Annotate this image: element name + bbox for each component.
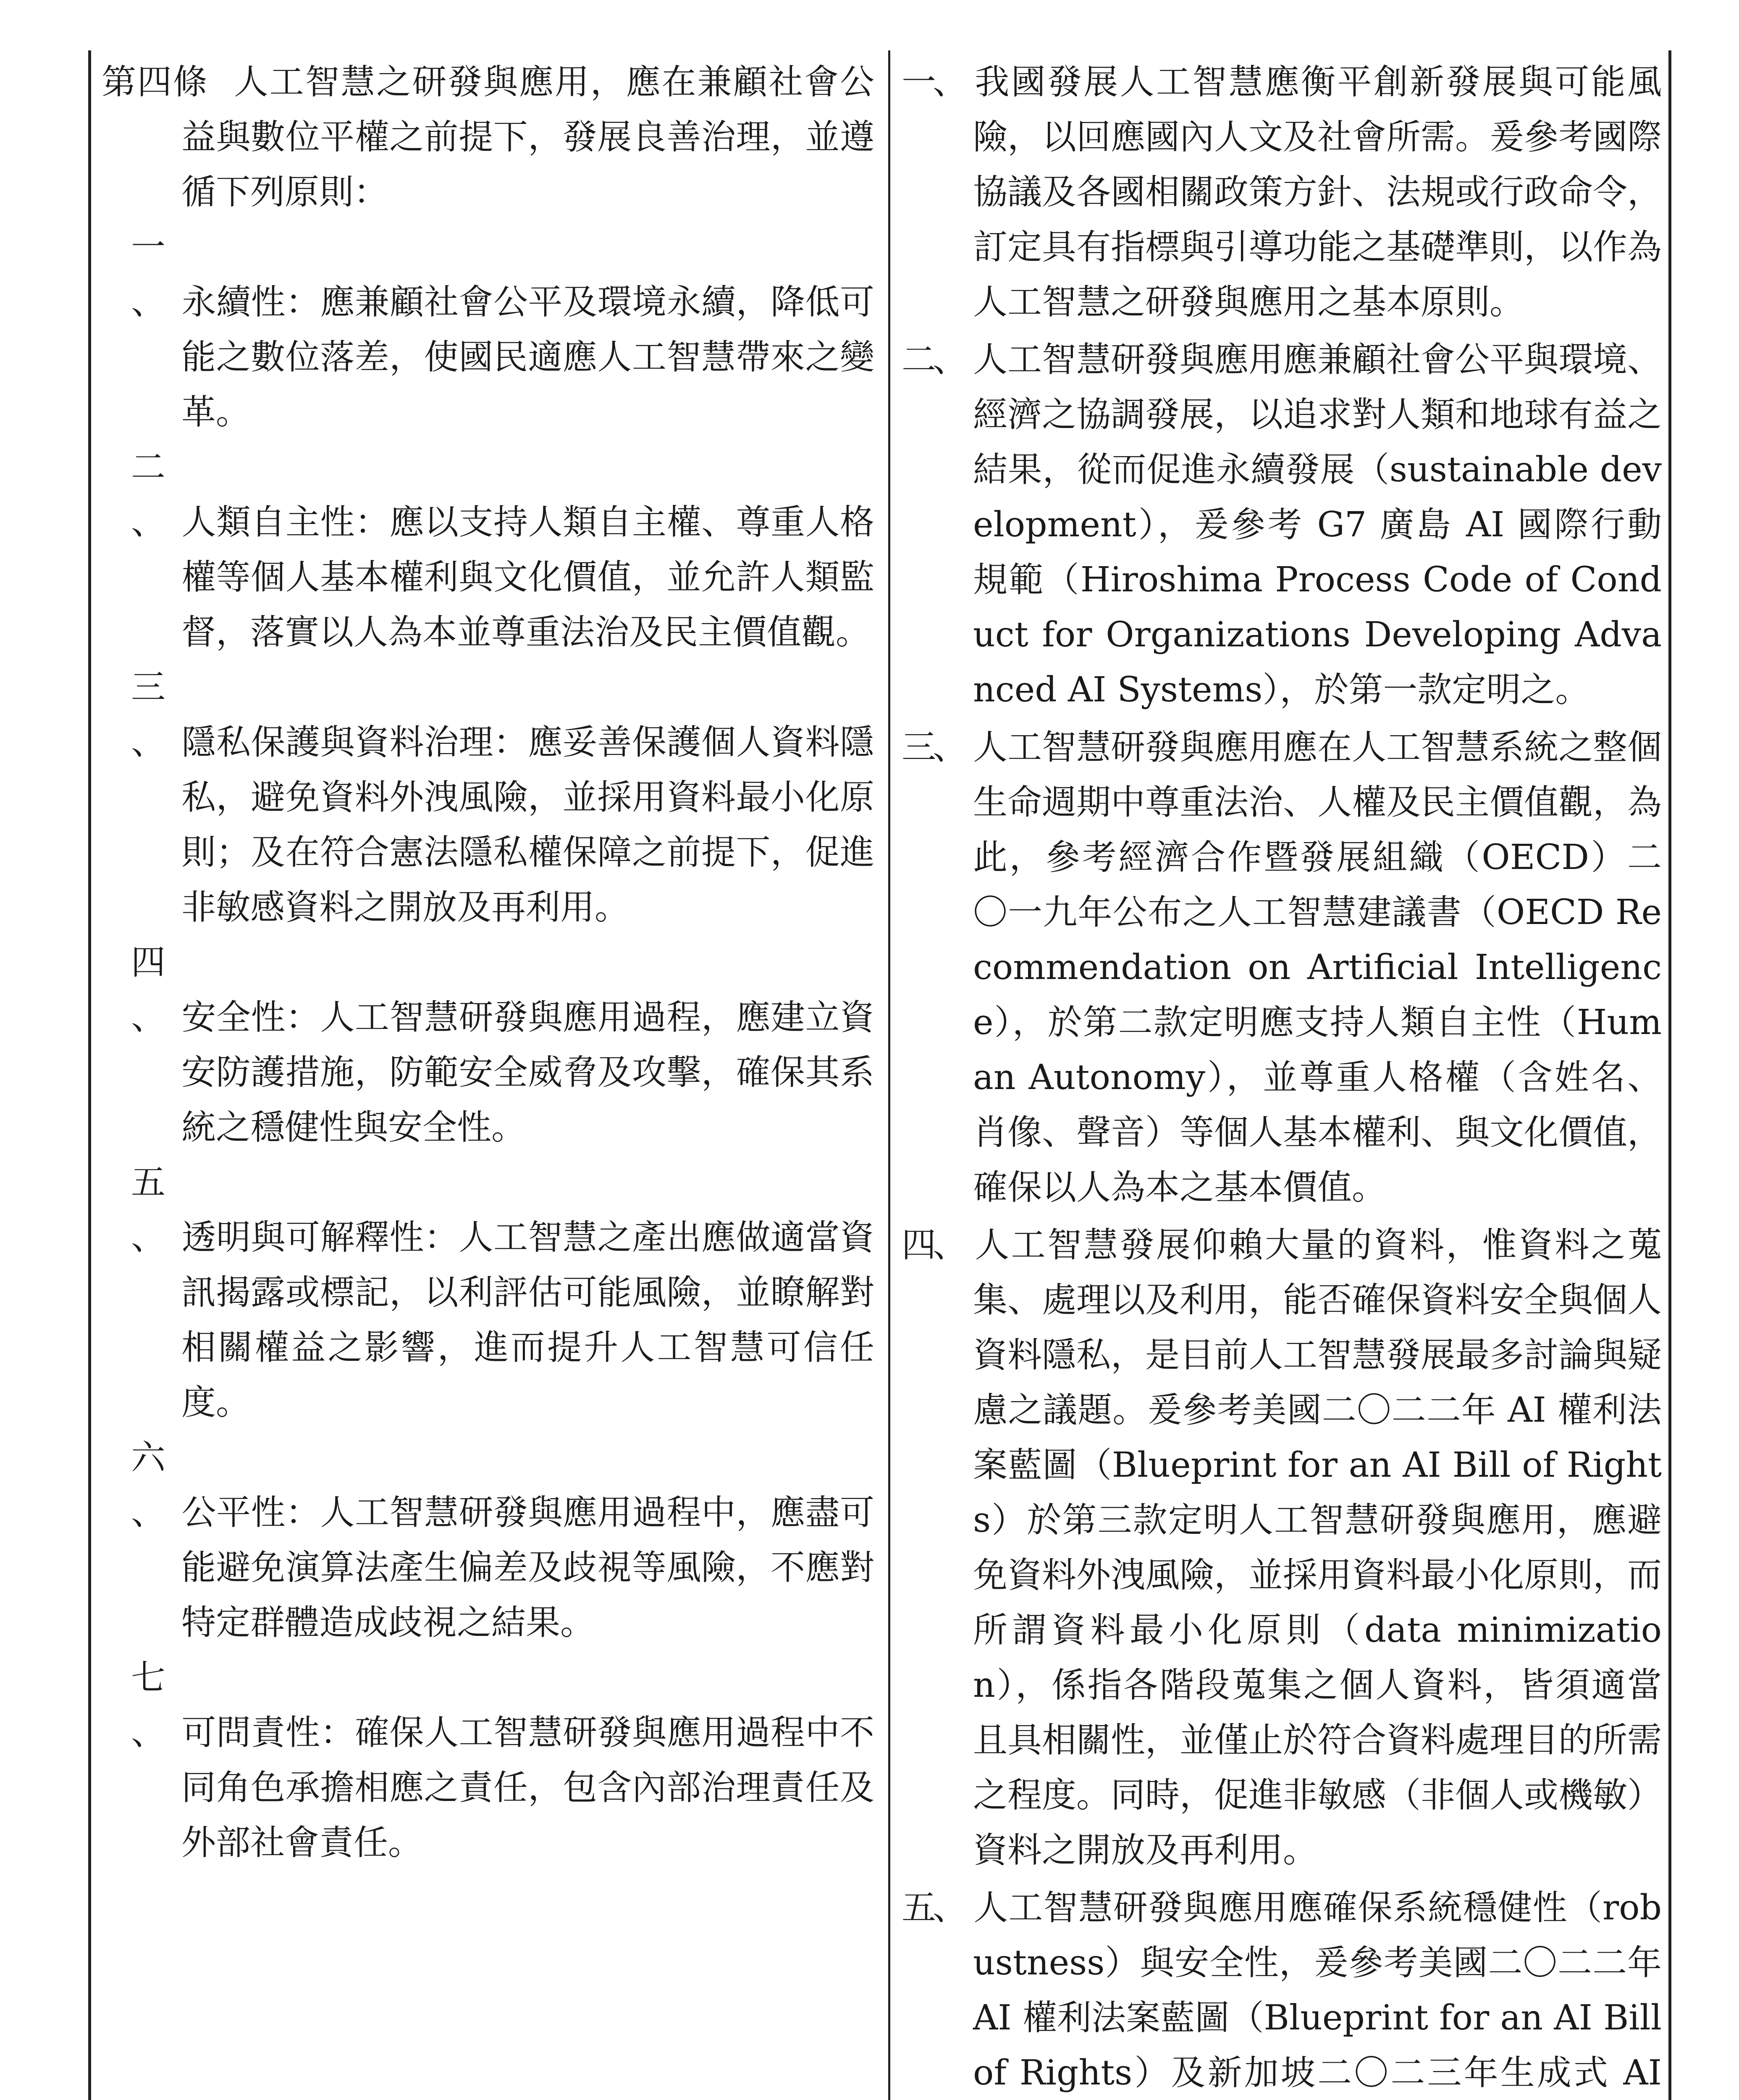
article-item — [102, 1155, 874, 1430]
article-item — [102, 1430, 874, 1650]
item-number: 一、 — [131, 227, 163, 322]
article-4-intro — [102, 55, 874, 220]
item-text: 我國發展人工智慧應衡平創新發展與可能風險，以回應國內人文及社會所需。爰參考國際協議及各國相關政策方針、法規或行政命令，訂定具有指標與引導功能之基礎準則，以作為人工智慧之研發與應用之基本原則。 — [973, 62, 1662, 322]
item-number: 五、 — [131, 1163, 163, 1257]
item-text: 可問責性：確保人工智慧研發與應用過程中不同角色承擔相應之責任，包含內部治理責任及外部社會責任。 — [181, 1713, 874, 1863]
item-text: 人工智慧研發與應用應兼顧社會公平與環境、經濟之協調發展，以追求對人類和地球有益之結果，從而促進永續發展（sustainable development），爰參考 G7 廣島 AI 國際行動規範（Hiroshima Process Code of Conduct for Organizations Developing Advanced AI Systems），於第一款定明之。 — [973, 340, 1662, 710]
item-text: 人工智慧研發與應用應在人工智慧系統之整個生命週期中尊重法治、人權及民主價值觀，為此，參考經濟合作暨發展組織（OECD）二〇一九年公布之人工智慧建議書（OECD Recommendation on Artificial Intelligence），於第二款定明應支持人類自主性（Human Autonomy），並尊重人格權（含姓名、肖像、聲音）等個人基本權利、與文化價值，確保以人為本之基本價值。 — [973, 727, 1662, 1208]
explanation-item — [902, 1880, 1662, 2100]
item-text: 公平性：人工智慧研發與應用過程中，應盡可能避免演算法產生偏差及歧視等風險，不應對特定群體造成歧視之結果。 — [181, 1493, 874, 1643]
item-number: 一、 — [902, 62, 964, 102]
item-text: 人工智慧研發與應用應確保系統穩健性（robustness）與安全性，爰參考美國二〇二二年 AI 權利法案藍圖（Blueprint for an AI Bill of Rights）及新加坡二〇二三年生成式 AI — [973, 1888, 1662, 2093]
explanation-item — [902, 332, 1662, 717]
item-text: 安全性：人工智慧研發與應用過程，應建立資安防護措施，防範安全威脅及攻擊，確保其系統之穩健性與安全性。 — [181, 998, 874, 1147]
article-item — [102, 935, 874, 1155]
item-text: 隱私保護與資料治理：應妥善保護個人資料隱私，避免資料外洩風險，並採用資料最小化原則；及在符合憲法隱私權保障之前提下，促進非敏感資料之開放及再利用。 — [181, 722, 874, 927]
explanation-item — [902, 1218, 1662, 1878]
item-text: 人類自主性：應以支持人類自主權、尊重人格權等個人基本權利與文化價值，並允許人類監督，落實以人為本並尊重法治及民主價值觀。 — [181, 502, 874, 652]
article-heading: 第四條 — [102, 62, 209, 102]
item-number: 四、 — [131, 942, 163, 1037]
item-number: 六、 — [131, 1438, 163, 1533]
article-item — [102, 1650, 874, 1870]
item-text: 人工智慧發展仰賴大量的資料，惟資料之蒐集、處理以及利用，能否確保資料安全與個人資料隱私，是目前人工智慧發展最多討論與疑慮之議題。爰參考美國二〇二二年 AI 權利法案藍圖（Blueprint for an AI Bill of Rights）於第三款定明人工智慧研發與應用，應避免資料外洩風險，並採用資料最小化原則，而所謂資料最小化原則（data minimization），係指各階段蒐集之個人資料，皆須適當且具相關性，並僅止於符合資料處理目的所需之程度。同時，促進非敏感（非個人或機敏）資料之開放及再利用。 — [973, 1225, 1662, 1870]
item-number: 七、 — [131, 1658, 163, 1753]
item-text: 透明與可解釋性：人工智慧之產出應做適當資訊揭露或標記，以利評估可能風險，並瞭解對相關權益之影響，進而提升人工智慧可信任度。 — [181, 1218, 874, 1423]
item-number: 二、 — [131, 447, 163, 542]
article-intro-text: 人工智慧之研發與應用，應在兼顧社會公益與數位平權之前提下，發展良善治理，並遵循下列原則： — [181, 62, 874, 212]
item-number: 三、 — [131, 667, 163, 762]
item-number: 二、 — [902, 340, 964, 380]
comparison-table — [88, 50, 1671, 2100]
article-item — [102, 440, 874, 660]
article-item — [102, 660, 874, 935]
explanation-column — [902, 55, 1662, 2100]
item-number: 四、 — [902, 1225, 964, 1265]
article-item — [102, 220, 874, 440]
item-number: 五、 — [902, 1888, 964, 1928]
item-number: 三、 — [902, 727, 964, 767]
item-text: 永續性：應兼顧社會公平及環境永續，降低可能之數位落差，使國民適應人工智慧帶來之變革。 — [181, 282, 874, 432]
article-column — [102, 55, 874, 1870]
explanation-item — [902, 55, 1662, 330]
explanation-item — [902, 720, 1662, 1215]
